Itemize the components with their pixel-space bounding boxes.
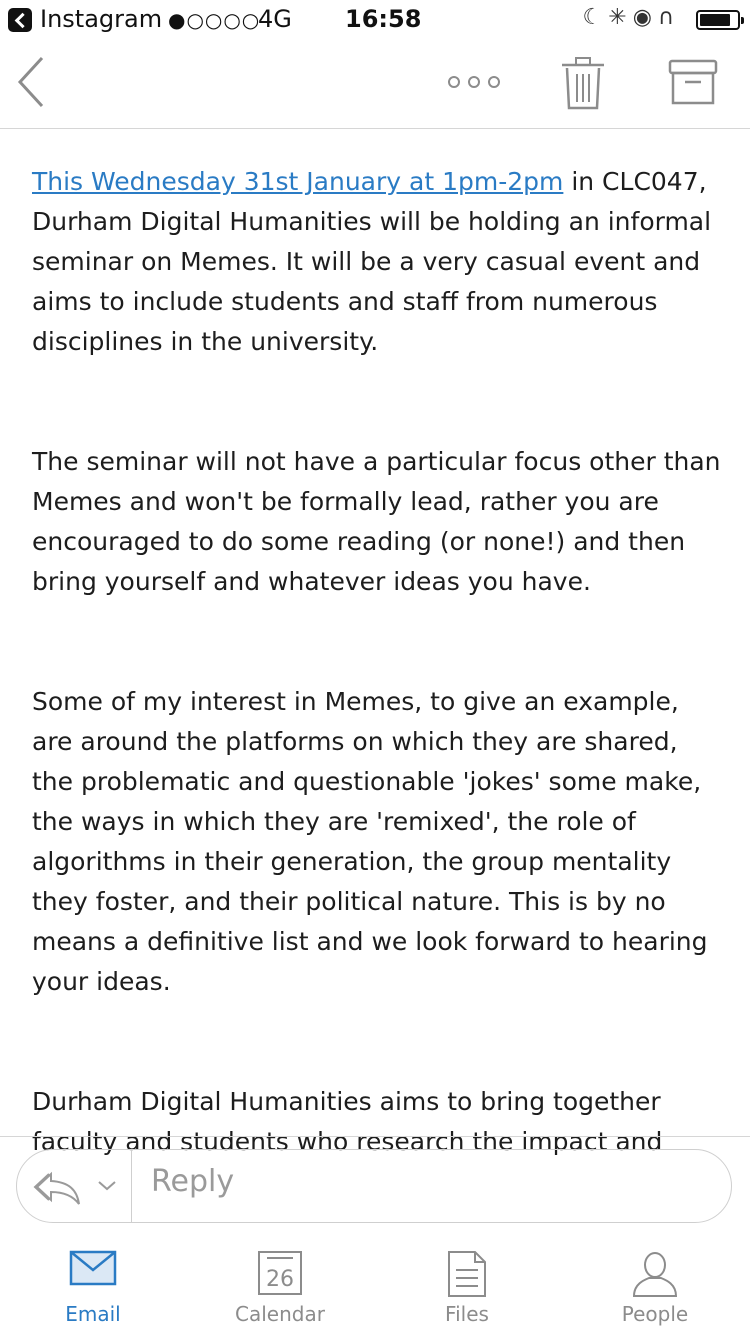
event-date-link[interactable]: This Wednesday 31st January at 1pm-2pm <box>32 167 564 196</box>
clock: 16:58 <box>345 5 422 33</box>
archive-icon[interactable] <box>668 58 718 106</box>
reply-all-icon <box>33 1168 83 1206</box>
envelope-icon <box>69 1250 117 1286</box>
tab-calendar-label: Calendar <box>235 1302 325 1326</box>
tab-calendar[interactable] <box>210 1236 350 1334</box>
back-to-app-label[interactable]: Instagram <box>40 5 163 33</box>
reply-bar <box>0 1136 750 1237</box>
paragraph-2: The seminar will not have a particular focus other than Memes and won't be formally lead, rather you are encouraged to do some reading (or none!) and then bring yourself and whatever ideas you have. <box>32 447 721 596</box>
file-icon <box>447 1250 487 1298</box>
message-toolbar <box>0 40 750 129</box>
tab-email-label: Email <box>65 1302 121 1326</box>
signal-strength: ●○○○○ <box>168 8 261 32</box>
tab-files[interactable] <box>397 1236 537 1334</box>
chevron-down-icon <box>97 1180 117 1192</box>
reply-options-button[interactable] <box>17 1150 132 1222</box>
tab-people-label: People <box>621 1302 689 1326</box>
tab-files-label: Files <box>445 1302 489 1326</box>
email-body[interactable] <box>32 162 722 1156</box>
more-options-icon[interactable] <box>446 70 502 94</box>
reply-input[interactable]: Reply <box>151 1164 235 1199</box>
reply-box <box>16 1149 732 1223</box>
bottom-tab-bar <box>0 1236 750 1334</box>
status-bar <box>0 0 750 40</box>
person-icon <box>632 1250 678 1298</box>
back-chevron-icon[interactable] <box>12 52 52 112</box>
paragraph-3: Some of my interest in Memes, to give an example, are around the platforms on which they are shared, the problematic and questionable 'jokes' some make, the ways in which they are 'remixed', the role of algorithms in their generation, the group mentality they foster, and their political nature. This is by no means a definitive list and we look forward to hearing your ideas. <box>32 687 708 996</box>
headphones-icon: ∩ <box>657 5 680 30</box>
activity-icon: ✳ <box>608 5 633 30</box>
paragraph-4: Durham Digital Humanities aims to bring together faculty and students who research the impact and <box>32 1087 663 1156</box>
trash-icon[interactable] <box>560 56 606 110</box>
paragraph-1-text: in CLC047, Durham Digital Humanities will be holding an informal seminar on Memes. It will be a very casual event and aims to include students and staff from numerous disciplines in the university. <box>32 167 712 356</box>
battery-icon <box>696 10 740 30</box>
tab-email[interactable] <box>23 1236 163 1334</box>
back-to-app-icon[interactable] <box>8 8 32 32</box>
tab-people[interactable] <box>585 1236 725 1334</box>
status-icons <box>583 5 680 30</box>
rotation-lock-icon: ◉ <box>632 5 658 30</box>
calendar-icon <box>257 1250 303 1296</box>
paragraph-1 <box>32 162 722 362</box>
network-type: 4G <box>258 5 292 33</box>
moon-icon: ☾ <box>582 5 609 30</box>
calendar-date: 26 <box>266 1267 294 1292</box>
